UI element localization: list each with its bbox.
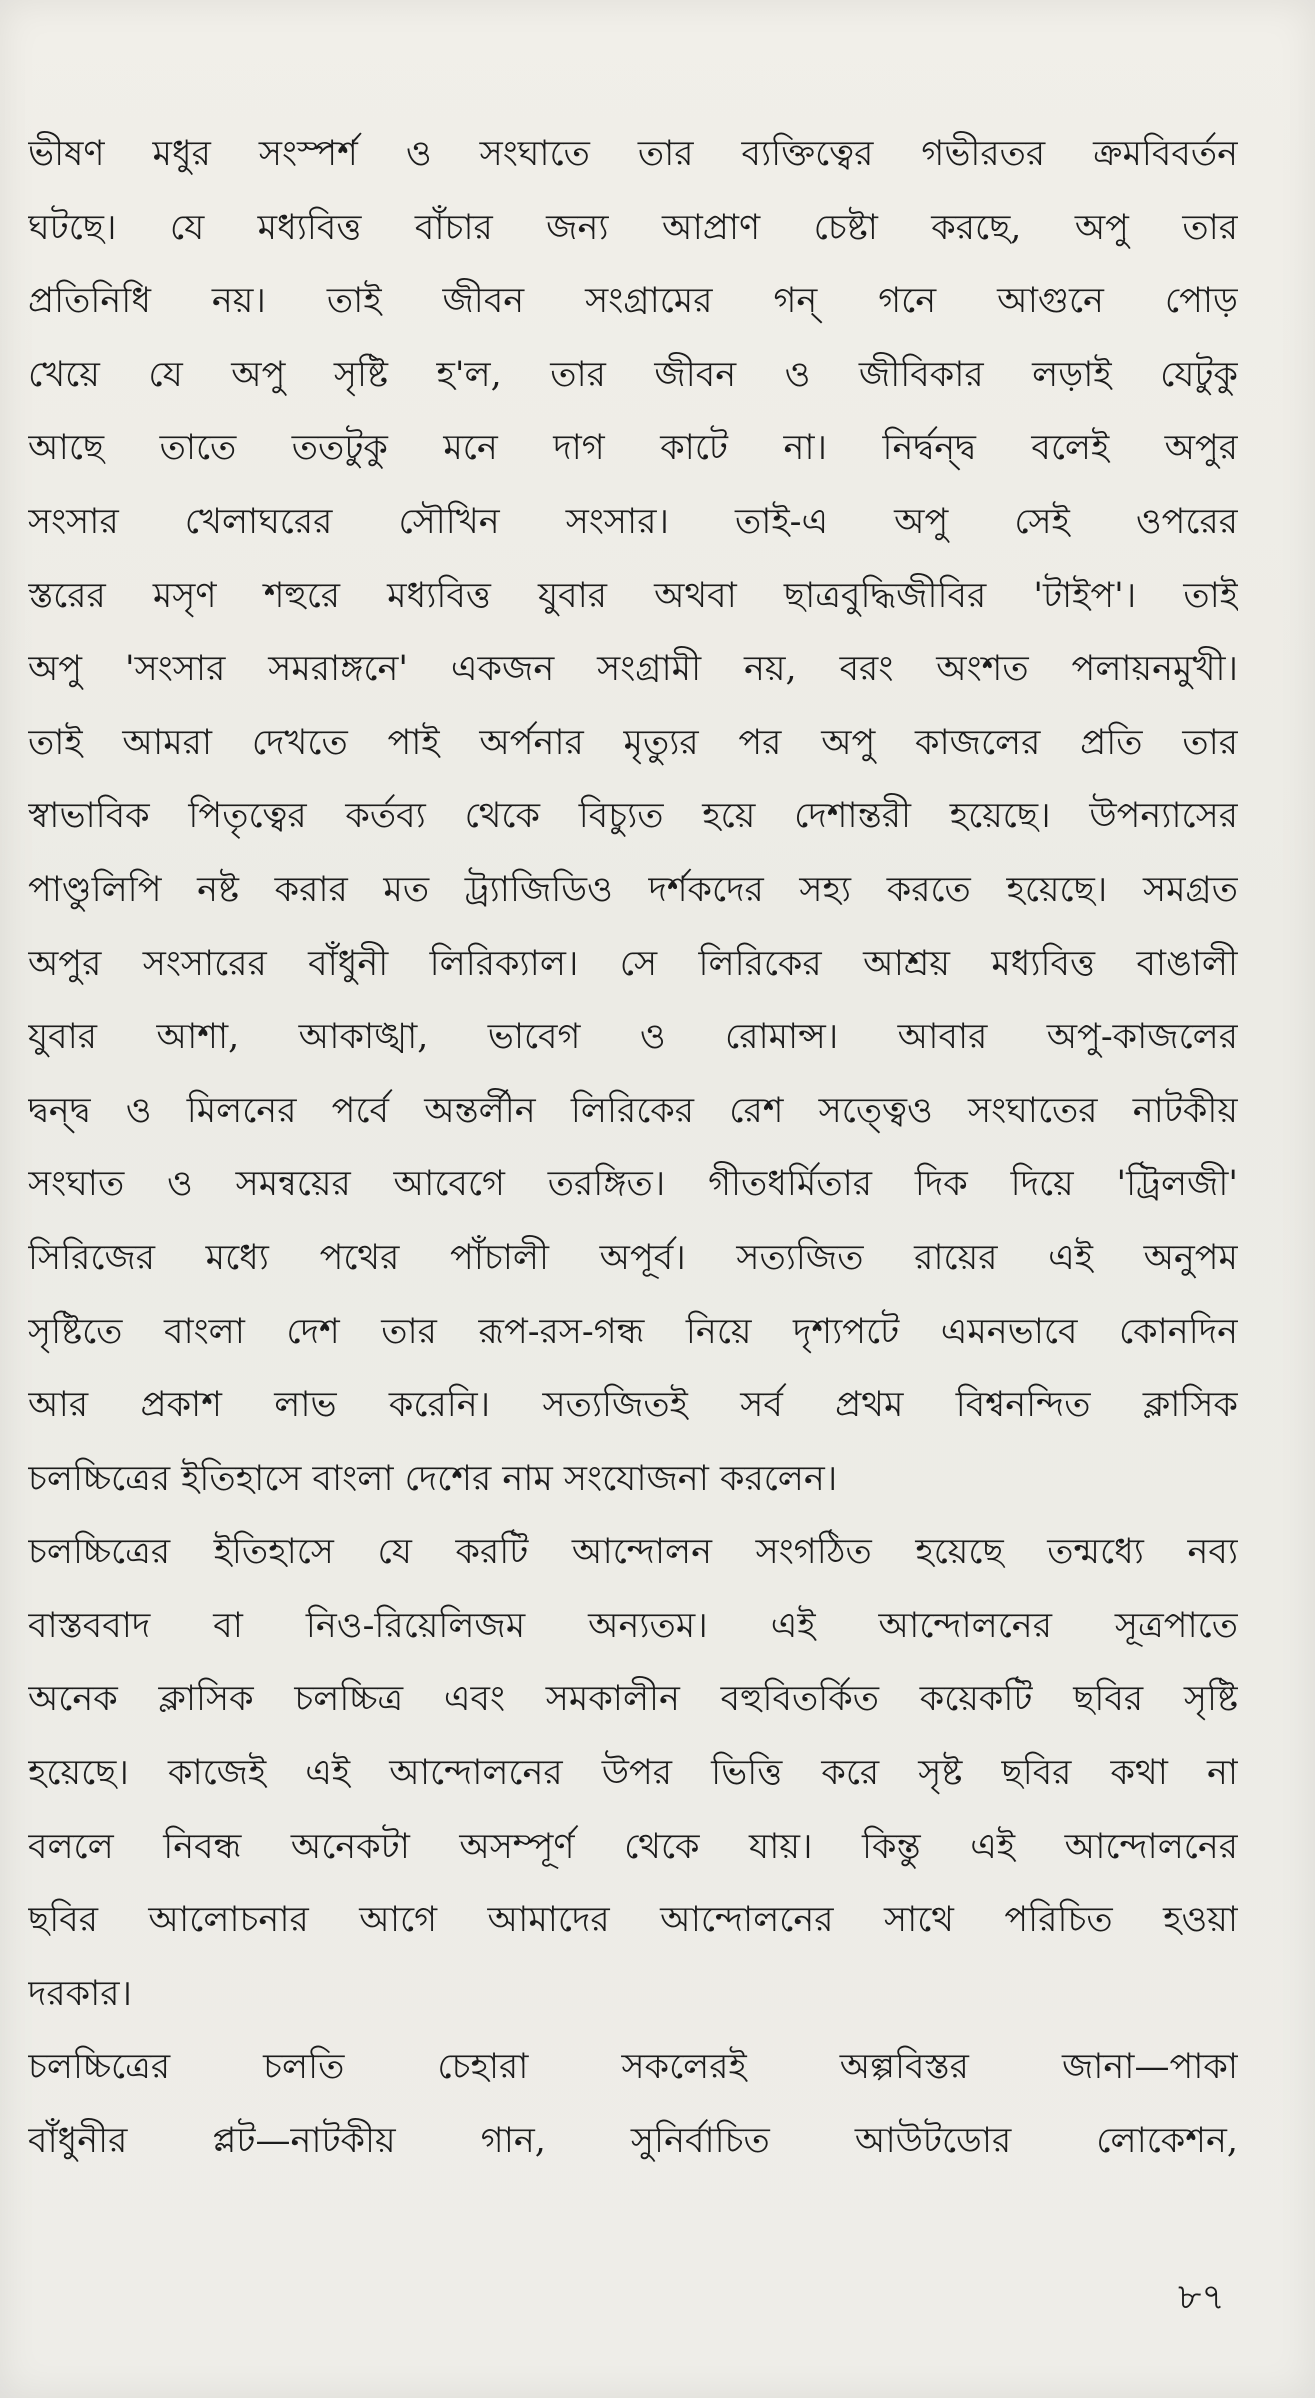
- page-text: [28, 118, 1238, 2179]
- text-line: সিরিজের মধ্যে পথের পাঁচালী অপূর্ব। সত্যজিত রায়ের এই অনুপম: [28, 1237, 1238, 1278]
- text-line: যুবার আশা, আকাঙ্খা, ভাবেগ ও রোমান্স। আবার অপু-কাজলের: [28, 1017, 1238, 1058]
- text-line: প্রতিনিধি নয়। তাই জীবন সংগ্রামের গন্ গনে আগুনে পোড়: [28, 281, 1238, 322]
- text-line: সংঘাত ও সমন্বয়ের আবেগে তরঙ্গিত। গীতধর্মিতার দিক দিয়ে 'ট্রিলজী': [28, 1164, 1238, 1205]
- text-line: অনেক ক্লাসিক চলচ্চিত্র এবং সমকালীন বহুবিতর্কিত কয়েকটি ছবির সৃষ্টি: [28, 1679, 1238, 1720]
- text-line: বাস্তববাদ বা নিও-রিয়েলিজম অন্যতম। এই আন্দোলনের সূত্রপাতে: [28, 1605, 1238, 1646]
- text-line: দরকার।: [28, 1973, 133, 2014]
- text-line: ছবির আলোচনার আগে আমাদের আন্দোলনের সাথে পরিচিত হওয়া: [28, 1900, 1238, 1941]
- text-line: ভীষণ মধুর সংস্পর্শ ও সংঘাতে তার ব্যক্তিত্বের গভীরতর ক্রমবিবর্তন: [28, 134, 1238, 174]
- text-line: খেয়ে যে অপু সৃষ্টি হ'ল, তার জীবন ও জীবিকার লড়াই যেটুকু: [28, 354, 1238, 395]
- text-line: পাণ্ডুলিপি নষ্ট করার মত ট্র্যাজিডিও দর্শকদের সহ্য করতে হয়েছে। সমগ্রত: [28, 869, 1238, 910]
- text-line: সৃষ্টিতে বাংলা দেশ তার রূপ-রস-গন্ধ নিয়ে দৃশ্যপটে এমনভাবে কোনদিন: [28, 1311, 1238, 1352]
- text-line: স্তরের মসৃণ শহুরে মধ্যবিত্ত যুবার অথবা ছাত্রবুদ্ধিজীবির 'টাইপ'। তাই: [28, 575, 1238, 616]
- text-line: হয়েছে। কাজেই এই আন্দোলনের উপর ভিত্তি করে সৃষ্ট ছবির কথা না: [28, 1753, 1238, 1794]
- text-line: আছে তাতে ততটুকু মনে দাগ কাটে না। নির্দ্বন্দ্ব বলেই অপুর: [28, 428, 1238, 469]
- text-line: অপু 'সংসার সমরাঙ্গনে' একজন সংগ্রামী নয়, বরং অংশত পলায়নমুখী।: [28, 649, 1238, 690]
- text-line: চলচ্চিত্রের ইতিহাসে বাংলা দেশের নাম সংযোজনা করলেন।: [28, 1458, 838, 1499]
- text-line: ঘটছে। যে মধ্যবিত্ত বাঁচার জন্য আপ্রাণ চেষ্টা করছে, অপু তার: [28, 207, 1238, 248]
- text-line: দ্বন্দ্ব ও মিলনের পর্বে অন্তর্লীন লিরিকের রেশ সত্ত্বেও সংঘাতের নাটকীয়: [28, 1090, 1238, 1131]
- text-line: স্বাভাবিক পিতৃত্বের কর্তব্য থেকে বিচ্যুত হয়ে দেশান্তরী হয়েছে। উপন্যাসের: [28, 796, 1238, 837]
- text-line: চলচ্চিত্রের ইতিহাসে যে করটি আন্দোলন সংগঠিত হয়েছে তন্মধ্যে নব্য: [28, 1532, 1238, 1573]
- text-line: অপুর সংসারের বাঁধুনী লিরিক্যাল। সে লিরিকের আশ্রয় মধ্যবিত্ত বাঙালী: [28, 943, 1238, 984]
- page-number: ৮৭: [1178, 2277, 1225, 2318]
- text-line: বললে নিবন্ধ অনেকটা অসম্পূর্ণ থেকে যায়। কিন্তু এই আন্দোলনের: [28, 1826, 1238, 1867]
- text-line: চলচ্চিত্রের চলতি চেহারা সকলেরই অল্পবিস্তর জানা—পাকা: [28, 2047, 1238, 2088]
- text-line: তাই আমরা দেখতে পাই অর্পনার মৃত্যুর পর অপু কাজলের প্রতি তার: [28, 722, 1238, 763]
- text-line: আর প্রকাশ লাভ করেনি। সত্যজিতই সর্ব প্রথম বিশ্বনন্দিত ক্লাসিক: [28, 1385, 1238, 1426]
- text-line: বাঁধুনীর প্লট—নাটকীয় গান, সুনির্বাচিত আউটডোর লোকেশন,: [28, 2121, 1238, 2162]
- text-line: সংসার খেলাঘরের সৌখিন সংসার। তাই-এ অপু সেই ওপরের: [28, 501, 1238, 542]
